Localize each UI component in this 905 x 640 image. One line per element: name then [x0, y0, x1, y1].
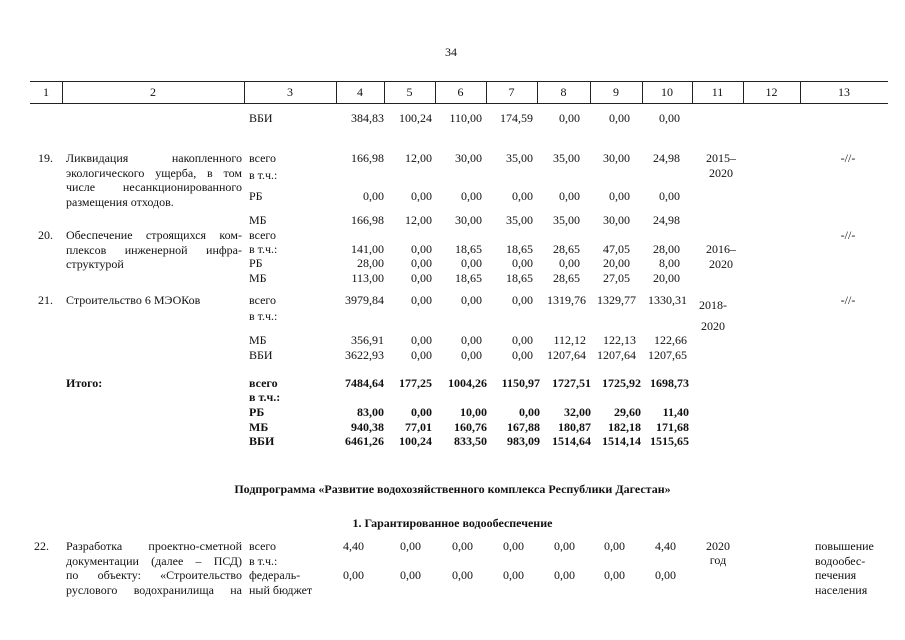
column-header: 9: [613, 85, 619, 99]
column-header: 13: [838, 85, 850, 99]
table-cell: 940,38: [351, 420, 384, 434]
table-cell: 18,65: [506, 271, 533, 285]
fund-label: в т.ч.:: [249, 309, 278, 323]
table-cell: 122,13: [603, 333, 636, 347]
table-cell: 0,00: [400, 539, 421, 553]
table-cell: 1725,92: [602, 376, 641, 390]
table-cell: 1514,64: [552, 434, 591, 448]
table-cell: 1330,31: [648, 293, 687, 307]
table-cell: 0,00: [554, 568, 575, 582]
table-cell: 1727,51: [552, 376, 591, 390]
column-header: 1: [43, 85, 49, 99]
table-cell: 0,00: [512, 333, 533, 347]
fund-label: РБ: [249, 189, 263, 203]
table-cell: 0,00: [519, 405, 540, 419]
table-cell: 180,87: [558, 420, 591, 434]
fund-label: всего: [249, 151, 277, 165]
table-cell: 0,00: [363, 189, 384, 203]
table-cell: 0,00: [461, 189, 482, 203]
row-name: Обеспечение строящихся ком- плексов инженерной инфра- структурой: [66, 228, 242, 271]
years-end: 2020: [709, 257, 733, 271]
table-cell: 0,00: [461, 256, 482, 270]
table-cell: 47,05: [603, 242, 630, 256]
table-cell: 0,00: [461, 333, 482, 347]
table-cell: 28,00: [357, 256, 384, 270]
row-number: 19.: [38, 151, 53, 165]
table-cell: 0,00: [343, 568, 364, 582]
subprogram-title: Подпрограмма «Развитие водохозяйственного комплекса Республики Дагестан»: [234, 482, 671, 496]
table-cell: 160,76: [454, 420, 487, 434]
table-cell: 18,65: [506, 242, 533, 256]
years-start: 2020: [706, 539, 730, 553]
table-cell: 3622,93: [345, 348, 384, 362]
table-cell: 141,00: [351, 242, 384, 256]
table-cell: 77,01: [405, 420, 432, 434]
table-cell: 1514,14: [602, 434, 641, 448]
row-name: Строительство 6 МЭОКов: [66, 293, 201, 307]
table-cell: 0,00: [461, 293, 482, 307]
table-cell: 28,00: [653, 242, 680, 256]
table-cell: 0,00: [411, 348, 432, 362]
row-number: 22.: [34, 539, 49, 553]
fund-label: МБ: [249, 333, 267, 347]
note: -//-: [840, 228, 856, 242]
years-start: 2016–: [706, 242, 736, 256]
table-cell: 1150,97: [501, 376, 540, 390]
table-cell: 30,00: [455, 151, 482, 165]
table-cell: 384,83: [351, 111, 384, 125]
years-end: 2020: [701, 319, 725, 333]
table-cell: 11,40: [662, 405, 689, 419]
table-cell: 0,00: [503, 539, 524, 553]
table-cell: 166,98: [351, 213, 384, 227]
table-cell: 0,00: [659, 189, 680, 203]
table-cell: 12,00: [405, 213, 432, 227]
column-header: 7: [508, 85, 515, 99]
table-cell: 30,00: [455, 213, 482, 227]
table-cell: 18,65: [455, 242, 482, 256]
fund-label: всего: [249, 293, 277, 307]
table-cell: 112,12: [553, 333, 586, 347]
table-cell: 113,00: [351, 271, 384, 285]
table-cell: 27,05: [603, 271, 630, 285]
column-header: 5: [406, 85, 413, 99]
table-cell: 20,00: [603, 256, 630, 270]
table-cell: 20,00: [653, 271, 680, 285]
table-cell: 1004,26: [448, 376, 487, 390]
fund-label: ВБИ: [249, 111, 273, 125]
section-title: 1. Гарантированное водообеспечение: [352, 516, 553, 530]
fund-label: РБ: [249, 405, 265, 419]
table-cell: 110,00: [449, 111, 482, 125]
table-cell: 983,09: [507, 434, 540, 448]
table-cell: 0,00: [512, 256, 533, 270]
page-number: 34: [445, 45, 457, 59]
table-cell: 0,00: [503, 568, 524, 582]
table-cell: 10,00: [460, 405, 487, 419]
table-cell: 167,88: [507, 420, 540, 434]
table-cell: 35,00: [506, 213, 533, 227]
table-cell: 182,18: [608, 420, 641, 434]
table-cell: 4,40: [655, 539, 676, 553]
table-cell: 12,00: [405, 151, 432, 165]
column-header: 4: [357, 85, 363, 99]
table-cell: 1698,73: [650, 376, 689, 390]
fund-label: в т.ч.:: [249, 242, 278, 256]
fund-label: МБ: [249, 213, 267, 227]
row-name: Разработка проектно-сметной документации (далее – ПСД) по объекту: «Строительство руслового водохранилища на: [66, 539, 242, 597]
table-cell: 122,66: [654, 333, 687, 347]
table-cell: 0,00: [559, 189, 580, 203]
fund-label: всего: [249, 228, 277, 242]
table-cell: 7484,64: [345, 376, 384, 390]
fund-label: в т.ч.:: [249, 168, 278, 182]
note: -//-: [840, 293, 856, 307]
column-header: 10: [661, 85, 673, 99]
table-cell: 174,59: [500, 111, 533, 125]
table-cell: 0,00: [411, 242, 432, 256]
table-cell: 0,00: [659, 111, 680, 125]
row-name: Ликвидация накопленного экологического ущерба, в том числе несанкционированного размещения отходов.: [66, 151, 242, 209]
table-cell: 0,00: [512, 348, 533, 362]
total-label: Итого:: [66, 376, 103, 390]
column-header-row: [30, 81, 888, 104]
table-cell: 18,65: [455, 271, 482, 285]
table-cell: 0,00: [452, 568, 473, 582]
years-start: 2018-: [699, 298, 727, 312]
table-cell: 35,00: [553, 213, 580, 227]
row-number: 20.: [38, 228, 53, 242]
table-cell: 0,00: [411, 333, 432, 347]
table-cell: 1207,64: [547, 348, 586, 362]
row-number: 21.: [38, 293, 53, 307]
table-cell: 28,65: [553, 271, 580, 285]
table-cell: 4,40: [343, 539, 364, 553]
table-cell: 1207,65: [648, 348, 687, 362]
column-header: 8: [560, 85, 567, 99]
table-cell: 0,00: [604, 568, 625, 582]
fund-label: РБ: [249, 256, 263, 270]
fund-label: в т.ч.:: [249, 390, 281, 404]
table-cell: 0,00: [512, 189, 533, 203]
table-cell: 0,00: [411, 256, 432, 270]
years-end: год: [709, 553, 727, 567]
table-cell: 0,00: [411, 405, 432, 419]
table-cell: 32,00: [564, 405, 591, 419]
table-cell: 1207,64: [597, 348, 636, 362]
fund-label: МБ: [249, 271, 267, 285]
table-cell: 28,65: [553, 242, 580, 256]
table-cell: 0,00: [609, 111, 630, 125]
table-cell: 177,25: [399, 376, 432, 390]
fund-labels: всего в т.ч.: федераль- ный бюджет: [249, 539, 313, 597]
fund-label: ВБИ: [249, 434, 275, 448]
table-cell: 24,98: [653, 213, 680, 227]
column-header: 11: [711, 85, 724, 99]
table-cell: 1329,77: [597, 293, 636, 307]
table-cell: 0,00: [559, 111, 580, 125]
table-cell: 3979,84: [345, 293, 384, 307]
table-cell: 6461,26: [345, 434, 384, 448]
note: -//-: [840, 151, 856, 165]
table-cell: 30,00: [603, 213, 630, 227]
column-header: 6: [457, 85, 464, 99]
table-cell: 0,00: [452, 539, 473, 553]
column-header: 12: [765, 85, 778, 99]
note: повышение водообес- печения населения: [815, 539, 874, 597]
table-cell: 0,00: [411, 271, 432, 285]
table-cell: 0,00: [559, 256, 580, 270]
table-cell: 0,00: [604, 539, 625, 553]
table-cell: 171,68: [656, 420, 689, 434]
table-cell: 8,00: [659, 256, 680, 270]
table-cell: 83,00: [357, 405, 384, 419]
table-cell: 100,24: [399, 111, 432, 125]
table-cell: 35,00: [506, 151, 533, 165]
years-start: 2015–: [706, 151, 736, 165]
table-cell: 1515,65: [650, 434, 689, 448]
table-cell: 833,50: [454, 434, 487, 448]
fund-label: ВБИ: [249, 348, 273, 362]
fund-label: всего: [249, 376, 278, 390]
table-cell: 356,91: [351, 333, 384, 347]
years-end: 2020: [709, 166, 733, 180]
column-header: 2: [150, 85, 156, 99]
table-cell: 30,00: [603, 151, 630, 165]
table-cell: 166,98: [351, 151, 384, 165]
column-header: 3: [287, 85, 293, 99]
table-cell: 0,00: [609, 189, 630, 203]
table-cell: 0,00: [512, 293, 533, 307]
table-cell: 0,00: [411, 189, 432, 203]
fund-label: МБ: [249, 420, 269, 434]
table-cell: 0,00: [554, 539, 575, 553]
table-cell: 29,60: [614, 405, 641, 419]
table-cell: 0,00: [400, 568, 421, 582]
table-cell: 1319,76: [547, 293, 586, 307]
table-cell: 100,24: [399, 434, 432, 448]
table-cell: 0,00: [411, 293, 432, 307]
table-cell: 0,00: [655, 568, 676, 582]
table-cell: 35,00: [553, 151, 580, 165]
table-cell: 24,98: [653, 151, 680, 165]
table-cell: 0,00: [461, 348, 482, 362]
